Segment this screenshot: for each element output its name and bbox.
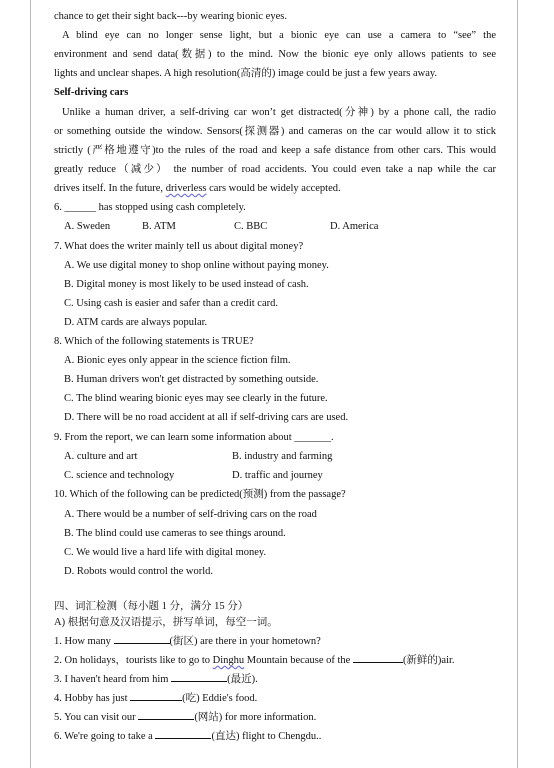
option-row — [64, 450, 494, 463]
section-title: 四、词汇检测（每小题 1 分，满分 15 分） — [54, 601, 249, 612]
question-stem: 7. What does the writer mainly tell us about digital money? — [54, 241, 304, 252]
item-hint: (新鲜的)air. — [402, 655, 455, 666]
option-b: B. Digital money is most likely to be used instead of cash. — [64, 279, 309, 290]
item-text: 2. On holidays，tourists like to go to — [54, 655, 213, 666]
option-c: C. We would live a hard life with digital money. — [64, 547, 267, 558]
item-text: 3. I haven't heard from him — [54, 674, 172, 685]
item-text: 1. How many — [54, 636, 114, 647]
section-instruction: A) 根据句意及汉语提示，拼写单词，每空一词。 — [54, 617, 278, 628]
vocab-item — [54, 691, 496, 705]
text-span: cars would be widely accepted. — [206, 183, 341, 194]
vocab-item — [54, 634, 496, 648]
answer-blank[interactable] — [130, 691, 182, 701]
passage-line: environment and send data(数据) to the mind. Now the bionic eye only allows patients to see — [54, 49, 496, 60]
passage-line: or something outside the window. Sensors(探测器) and cameras on the car would allow it to stick — [54, 126, 496, 137]
question-stem: 6. ______ has stopped using cash completely. — [54, 202, 246, 213]
item-text: 6. We're going to take a — [54, 731, 156, 742]
option-d: D. There will be no road accident at all if self-driving cars are used. — [64, 412, 349, 423]
answer-blank[interactable] — [155, 729, 211, 739]
question-stem: 10. Which of the following can be predicted(预测) from the passage? — [54, 489, 346, 500]
answer-blank[interactable] — [138, 710, 194, 720]
answer-blank[interactable] — [114, 634, 170, 644]
passage-line: A blind eye can no longer sense light, but a bionic eye can use a camera to “see” the — [62, 30, 496, 41]
item-hint: (网站) for more information. — [194, 712, 317, 723]
option-a: A. culture and art — [64, 451, 138, 462]
item-hint: (吃) Eddie's food. — [182, 693, 258, 704]
option-a: A. We use digital money to shop online without paying money. — [64, 260, 329, 271]
option-d: D. Robots would control the world. — [64, 566, 214, 577]
answer-blank[interactable] — [353, 653, 403, 663]
question-stem: 9. From the report, we can learn some information about _______. — [54, 432, 334, 443]
option-b: B. Human drivers won't get distracted by something outside. — [64, 374, 319, 385]
passage-line: lights and unclear shapes. A high resolution(高清的) image could be just a few years away. — [54, 68, 438, 79]
passage-line: Unlike a human driver, a self-driving car won’t get distracted(分神) by a phone call, the radio — [62, 107, 496, 118]
answer-blank[interactable] — [171, 672, 227, 682]
option-c: C. BBC — [234, 221, 268, 232]
text-span: drives itself. In the future, — [54, 183, 166, 194]
item-text: 4. Hobby has just — [54, 693, 131, 704]
option-row — [64, 220, 494, 233]
option-c: C. science and technology — [64, 470, 175, 481]
item-text: 5. You can visit our — [54, 712, 139, 723]
wavy-underlined-word: Dinghu — [212, 655, 245, 666]
option-c: C. The blind wearing bionic eyes may see clearly in the future. — [64, 393, 328, 404]
item-hint: (最近). — [227, 674, 258, 685]
option-a: A. Sweden — [64, 221, 111, 232]
option-c: C. Using cash is easier and safer than a credit card. — [64, 298, 278, 309]
option-row — [64, 469, 494, 482]
option-b: B. The blind could use cameras to see things around. — [64, 528, 286, 539]
question-stem: 8. Which of the following statements is TRUE? — [54, 336, 254, 347]
vocab-item — [54, 729, 496, 743]
passage-line: greatly reduce（减少） the number of road accidents. You could even take a nap while the car — [54, 164, 496, 175]
wavy-underlined-word: driverless — [165, 183, 207, 194]
passage-line: strictly (严格地遵守)to the rules of the road and keep a safe distance from other cars. This would — [54, 145, 496, 156]
vocab-item — [54, 653, 496, 667]
option-d: D. traffic and journey — [232, 470, 323, 481]
vocab-item — [54, 710, 496, 724]
passage-line: chance to get their sight back---by wearing bionic eyes. — [54, 11, 287, 22]
option-a: A. Bionic eyes only appear in the science fiction film. — [64, 355, 291, 366]
section-heading: Self-driving cars — [54, 87, 129, 98]
item-text: Mountain because of the — [244, 655, 353, 666]
option-b: B. ATM — [142, 221, 176, 232]
option-d: D. ATM cards are always popular. — [64, 317, 208, 328]
item-hint: (街区) are there in your hometown? — [169, 636, 321, 647]
passage-line — [54, 182, 496, 195]
option-d: D. America — [330, 221, 379, 232]
vocab-item — [54, 672, 496, 686]
option-b: B. industry and farming — [232, 451, 333, 462]
option-a: A. There would be a number of self-driving cars on the road — [64, 509, 317, 520]
item-hint: (直达) flight to Chengdu.. — [211, 731, 322, 742]
